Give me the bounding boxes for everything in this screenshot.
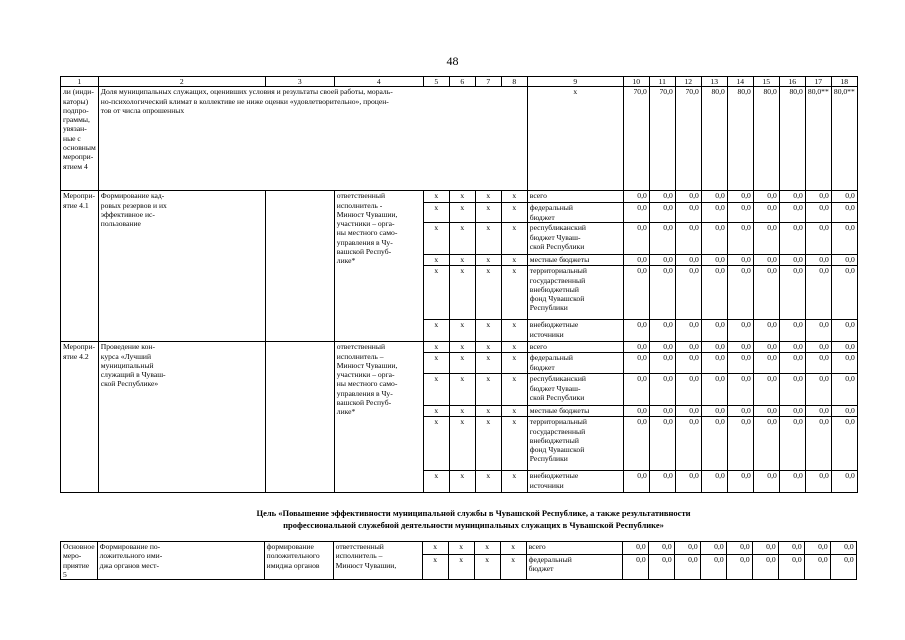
- funding-value: 0,0: [727, 353, 753, 374]
- event-executor: ответственный исполнитель – Минюст Чувашии, участники – орга- ны местного само- управления в Чу- вашской Респуб- лике*: [334, 342, 423, 493]
- funding-value: 0,0: [831, 191, 857, 203]
- funding-value: 0,0: [649, 471, 675, 493]
- event-goal: формирование положительного имиджа органов: [264, 542, 333, 580]
- x-mark: х: [501, 223, 527, 255]
- funding-value: 0,0: [779, 191, 805, 203]
- x-mark: х: [423, 417, 449, 471]
- x-mark: х: [500, 542, 526, 555]
- funding-value: 0,0: [675, 203, 701, 223]
- funding-value: 0,0: [805, 417, 831, 471]
- x-mark: х: [475, 353, 501, 374]
- funding-value: 0,0: [649, 374, 675, 406]
- indicator-value: 70,0: [649, 87, 675, 191]
- funding-value: 0,0: [753, 320, 779, 342]
- funding-value: 0,0: [675, 342, 701, 353]
- funding-value: 0,0: [675, 353, 701, 374]
- funding-value: 0,0: [623, 406, 649, 417]
- event-name: Проведение кон- курса «Лучший муниципальный служащий в Чуваш- ской Республике»: [98, 342, 265, 493]
- column-number: 4: [334, 77, 423, 87]
- indicator-value: 80,0: [753, 87, 779, 191]
- x-mark: х: [475, 406, 501, 417]
- x-mark: х: [475, 255, 501, 266]
- funding-value: 0,0: [805, 320, 831, 342]
- funding-value: 0,0: [778, 542, 804, 555]
- funding-value: 0,0: [726, 555, 752, 580]
- x-mark: х: [475, 471, 501, 493]
- funding-source: всего: [527, 191, 623, 203]
- funding-value: 0,0: [727, 203, 753, 223]
- x-mark: х: [423, 320, 449, 342]
- funding-value: 0,0: [727, 266, 753, 320]
- funding-value: 0,0: [805, 191, 831, 203]
- funding-value: 0,0: [804, 555, 830, 580]
- funding-value: 0,0: [753, 266, 779, 320]
- x-mark: х: [423, 191, 449, 203]
- funding-value: 0,0: [779, 266, 805, 320]
- indicator-value: 80,0**: [805, 87, 831, 191]
- funding-value: 0,0: [831, 353, 857, 374]
- x-mark: х: [448, 555, 474, 580]
- x-mark: х: [501, 320, 527, 342]
- indicator-source: х: [527, 87, 623, 191]
- x-mark: х: [423, 406, 449, 417]
- funding-value: 0,0: [675, 374, 701, 406]
- funding-value: 0,0: [727, 320, 753, 342]
- x-mark: х: [422, 555, 448, 580]
- funding-value: 0,0: [753, 471, 779, 493]
- funding-value: 0,0: [701, 353, 727, 374]
- table-row: [61, 342, 858, 353]
- funding-value: 0,0: [779, 353, 805, 374]
- goal-heading: Цель «Повышение эффективности муниципальной службы в Чувашской Республике, а также результативности профессиональной служебной деятельности муниципальных служащих в Чувашской Республике»: [256, 508, 691, 530]
- funding-source: всего: [527, 342, 623, 353]
- main-event-table: [60, 541, 857, 580]
- x-mark: х: [449, 255, 475, 266]
- funding-value: 0,0: [726, 542, 752, 555]
- column-number: 3: [265, 77, 334, 87]
- funding-value: 0,0: [831, 223, 857, 255]
- x-mark: х: [475, 266, 501, 320]
- column-number: 12: [675, 77, 701, 87]
- x-mark: х: [501, 266, 527, 320]
- x-mark: х: [501, 374, 527, 406]
- funding-value: 0,0: [727, 417, 753, 471]
- page-number: 48: [446, 54, 459, 68]
- x-mark: х: [449, 406, 475, 417]
- funding-value: 0,0: [622, 542, 648, 555]
- x-mark: х: [475, 417, 501, 471]
- event-goal: [265, 191, 334, 342]
- x-mark: х: [422, 542, 448, 555]
- x-mark: х: [449, 320, 475, 342]
- indicator-value: 80,0: [701, 87, 727, 191]
- x-mark: х: [475, 342, 501, 353]
- funding-source: территориальный государственный внебюджетный фонд Чувашской Республики: [527, 417, 623, 471]
- funding-value: 0,0: [649, 191, 675, 203]
- funding-value: 0,0: [831, 406, 857, 417]
- funding-value: 0,0: [753, 374, 779, 406]
- funding-value: 0,0: [700, 555, 726, 580]
- indicator-value: 80,0**: [831, 87, 857, 191]
- column-number: 7: [475, 77, 501, 87]
- program-table: [60, 76, 858, 493]
- indicator-label: ли (инди- каторы) подпро- граммы, увязан- ные с основным меропри- ятием 4: [61, 87, 99, 191]
- indicator-value: 70,0: [623, 87, 649, 191]
- funding-value: 0,0: [623, 417, 649, 471]
- funding-value: 0,0: [649, 223, 675, 255]
- funding-value: 0,0: [805, 255, 831, 266]
- funding-value: 0,0: [675, 223, 701, 255]
- column-number: 18: [831, 77, 857, 87]
- indicator-row: [61, 87, 858, 191]
- x-mark: х: [475, 203, 501, 223]
- x-mark: х: [449, 191, 475, 203]
- x-mark: х: [475, 320, 501, 342]
- funding-value: 0,0: [753, 203, 779, 223]
- funding-value: 0,0: [675, 266, 701, 320]
- funding-value: 0,0: [778, 555, 804, 580]
- funding-source: республиканский бюджет Чуваш- ской Республики: [527, 374, 623, 406]
- x-mark: х: [449, 342, 475, 353]
- event-goal: [265, 342, 334, 493]
- funding-value: 0,0: [701, 223, 727, 255]
- x-mark: х: [475, 374, 501, 406]
- event-name: Формирование по- ложительного ими- джа органов мест-: [97, 542, 264, 580]
- indicator-value: 80,0: [727, 87, 753, 191]
- funding-value: 0,0: [804, 542, 830, 555]
- funding-value: 0,0: [701, 255, 727, 266]
- funding-value: 0,0: [675, 320, 701, 342]
- funding-source: федеральный бюджет: [527, 203, 623, 223]
- funding-value: 0,0: [649, 255, 675, 266]
- funding-value: 0,0: [701, 203, 727, 223]
- column-number: 13: [701, 77, 727, 87]
- funding-value: 0,0: [752, 555, 778, 580]
- funding-value: 0,0: [623, 353, 649, 374]
- funding-value: 0,0: [623, 191, 649, 203]
- funding-value: 0,0: [831, 417, 857, 471]
- funding-value: 0,0: [701, 417, 727, 471]
- funding-value: 0,0: [805, 374, 831, 406]
- x-mark: х: [449, 266, 475, 320]
- column-number: 1: [61, 77, 99, 87]
- funding-value: 0,0: [727, 223, 753, 255]
- x-mark: х: [423, 266, 449, 320]
- x-mark: х: [475, 191, 501, 203]
- funding-value: 0,0: [805, 223, 831, 255]
- funding-value: 0,0: [779, 406, 805, 417]
- funding-value: 0,0: [649, 406, 675, 417]
- table-row: [61, 191, 858, 203]
- funding-value: 0,0: [727, 342, 753, 353]
- funding-value: 0,0: [779, 374, 805, 406]
- funding-source: внебюджетные источники: [527, 471, 623, 493]
- funding-value: 0,0: [831, 342, 857, 353]
- funding-value: 0,0: [831, 266, 857, 320]
- funding-value: 0,0: [700, 542, 726, 555]
- x-mark: х: [474, 555, 500, 580]
- funding-source: местные бюджеты: [527, 255, 623, 266]
- event-name: Формирование кад- ровых резервов и их эффективное ис- пользование: [98, 191, 265, 342]
- funding-value: 0,0: [622, 555, 648, 580]
- funding-value: 0,0: [753, 353, 779, 374]
- column-number: 6: [449, 77, 475, 87]
- funding-value: 0,0: [701, 191, 727, 203]
- x-mark: х: [423, 374, 449, 406]
- funding-value: 0,0: [727, 255, 753, 266]
- x-mark: х: [423, 471, 449, 493]
- x-mark: х: [501, 471, 527, 493]
- x-mark: х: [474, 542, 500, 555]
- funding-value: 0,0: [830, 542, 856, 555]
- funding-value: 0,0: [753, 417, 779, 471]
- funding-value: 0,0: [753, 406, 779, 417]
- funding-value: 0,0: [779, 203, 805, 223]
- funding-value: 0,0: [675, 471, 701, 493]
- x-mark: х: [423, 255, 449, 266]
- funding-value: 0,0: [727, 191, 753, 203]
- funding-value: 0,0: [649, 320, 675, 342]
- x-mark: х: [501, 255, 527, 266]
- column-number: 10: [623, 77, 649, 87]
- column-number: 15: [753, 77, 779, 87]
- funding-value: 0,0: [648, 555, 674, 580]
- funding-value: 0,0: [675, 406, 701, 417]
- funding-value: 0,0: [779, 223, 805, 255]
- event-code: Меропри- ятие 4.2: [61, 342, 99, 493]
- funding-value: 0,0: [623, 342, 649, 353]
- funding-value: 0,0: [805, 266, 831, 320]
- funding-value: 0,0: [753, 342, 779, 353]
- x-mark: х: [501, 417, 527, 471]
- funding-source: местные бюджеты: [527, 406, 623, 417]
- funding-value: 0,0: [831, 374, 857, 406]
- funding-source: территориальный государственный внебюджетный фонд Чувашской Республики: [527, 266, 623, 320]
- funding-value: 0,0: [649, 353, 675, 374]
- column-number: 16: [779, 77, 805, 87]
- funding-value: 0,0: [831, 203, 857, 223]
- x-mark: х: [423, 203, 449, 223]
- x-mark: х: [501, 191, 527, 203]
- funding-value: 0,0: [701, 320, 727, 342]
- x-mark: х: [501, 342, 527, 353]
- x-mark: х: [475, 223, 501, 255]
- event-code: Основное меро- приятие 5: [61, 542, 98, 580]
- x-mark: х: [501, 353, 527, 374]
- funding-value: 0,0: [675, 191, 701, 203]
- funding-value: 0,0: [805, 406, 831, 417]
- funding-value: 0,0: [649, 417, 675, 471]
- event-code: Меропри- ятие 4.1: [61, 191, 99, 342]
- funding-value: 0,0: [779, 342, 805, 353]
- column-number: 5: [423, 77, 449, 87]
- x-mark: х: [423, 353, 449, 374]
- funding-value: 0,0: [701, 406, 727, 417]
- indicator-value: 70,0: [675, 87, 701, 191]
- indicator-value: 80,0: [779, 87, 805, 191]
- event-executor: ответственный исполнитель - Минюст Чувашии, участники – орга- ны местного само- управления в Чу- вашской Респуб- лике*: [334, 191, 423, 342]
- funding-value: 0,0: [727, 374, 753, 406]
- column-number: 8: [501, 77, 527, 87]
- funding-value: 0,0: [779, 417, 805, 471]
- funding-value: 0,0: [623, 374, 649, 406]
- indicator-text: Доля муниципальных служащих, оценивших условия и результаты своей работы, мораль- но-психологический климат в коллективе не ниже оценки «удовлетворительно», процен- тов от числа опрошенных: [98, 87, 527, 191]
- funding-value: 0,0: [779, 255, 805, 266]
- funding-value: 0,0: [674, 555, 700, 580]
- funding-value: 0,0: [649, 203, 675, 223]
- funding-value: 0,0: [623, 471, 649, 493]
- funding-value: 0,0: [752, 542, 778, 555]
- funding-value: 0,0: [779, 471, 805, 493]
- funding-value: 0,0: [805, 203, 831, 223]
- funding-value: 0,0: [701, 374, 727, 406]
- event-executor: ответственный исполнитель – Минюст Чувашии,: [333, 542, 422, 580]
- x-mark: х: [423, 342, 449, 353]
- funding-value: 0,0: [623, 255, 649, 266]
- funding-value: 0,0: [831, 471, 857, 493]
- funding-value: 0,0: [675, 417, 701, 471]
- funding-value: 0,0: [753, 223, 779, 255]
- table-row: [61, 542, 857, 555]
- funding-value: 0,0: [805, 342, 831, 353]
- column-number: 2: [98, 77, 265, 87]
- funding-value: 0,0: [727, 406, 753, 417]
- x-mark: х: [449, 471, 475, 493]
- funding-value: 0,0: [649, 342, 675, 353]
- funding-source: федеральный бюджет: [526, 555, 622, 580]
- funding-source: внебюджетные источники: [527, 320, 623, 342]
- column-number: 11: [649, 77, 675, 87]
- x-mark: х: [500, 555, 526, 580]
- funding-value: 0,0: [753, 255, 779, 266]
- funding-value: 0,0: [805, 353, 831, 374]
- x-mark: х: [423, 223, 449, 255]
- column-number: 14: [727, 77, 753, 87]
- column-number: 9: [527, 77, 623, 87]
- funding-value: 0,0: [623, 320, 649, 342]
- funding-value: 0,0: [805, 471, 831, 493]
- x-mark: х: [449, 223, 475, 255]
- funding-value: 0,0: [831, 255, 857, 266]
- funding-value: 0,0: [623, 203, 649, 223]
- funding-source: республиканский бюджет Чуваш- ской Республики: [527, 223, 623, 255]
- funding-source: всего: [526, 542, 622, 555]
- funding-value: 0,0: [649, 266, 675, 320]
- funding-value: 0,0: [648, 542, 674, 555]
- funding-value: 0,0: [674, 542, 700, 555]
- x-mark: х: [501, 406, 527, 417]
- funding-source: федеральный бюджет: [527, 353, 623, 374]
- funding-value: 0,0: [701, 471, 727, 493]
- column-number: 17: [805, 77, 831, 87]
- x-mark: х: [449, 417, 475, 471]
- x-mark: х: [449, 203, 475, 223]
- funding-value: 0,0: [675, 255, 701, 266]
- funding-value: 0,0: [701, 266, 727, 320]
- funding-value: 0,0: [831, 320, 857, 342]
- funding-value: 0,0: [623, 266, 649, 320]
- funding-value: 0,0: [753, 191, 779, 203]
- funding-value: 0,0: [727, 471, 753, 493]
- funding-value: 0,0: [779, 320, 805, 342]
- funding-value: 0,0: [830, 555, 856, 580]
- funding-value: 0,0: [701, 342, 727, 353]
- x-mark: х: [449, 374, 475, 406]
- x-mark: х: [448, 542, 474, 555]
- header-row: [61, 77, 858, 87]
- funding-value: 0,0: [623, 223, 649, 255]
- x-mark: х: [501, 203, 527, 223]
- x-mark: х: [449, 353, 475, 374]
